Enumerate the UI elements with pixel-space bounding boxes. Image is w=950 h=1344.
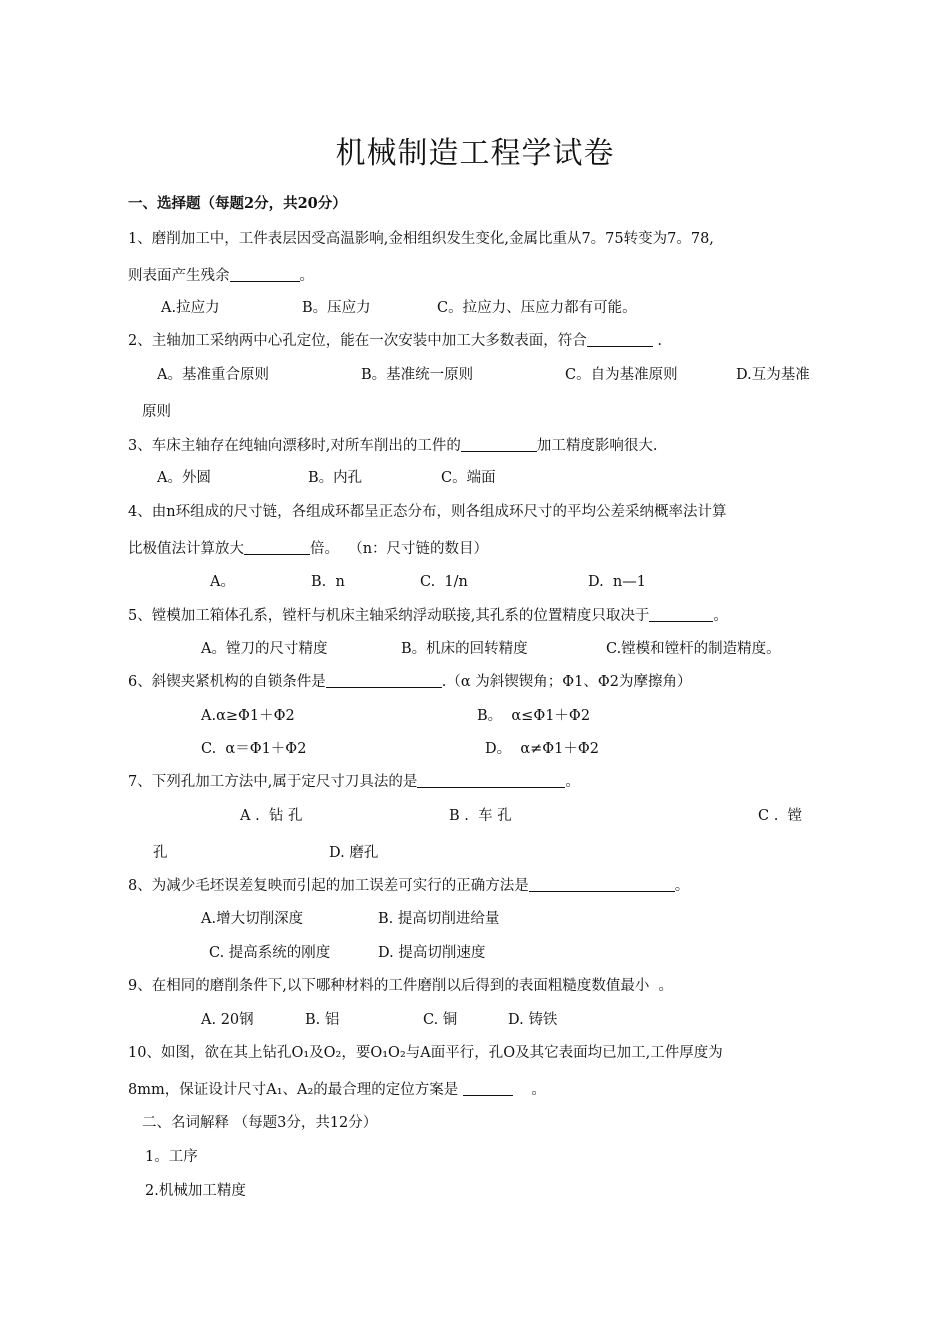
- answer-blank: [230, 267, 300, 282]
- option-7d: D. 磨孔: [329, 845, 379, 861]
- option-4b: B. n: [311, 574, 345, 590]
- option-7b: B . 车 孔: [449, 808, 512, 824]
- option-8a: A.增大切削深度: [201, 911, 304, 927]
- option-1c: C。拉应力、压应力都有可能。: [437, 300, 637, 316]
- option-6d: D。 α≠Φ1＋Φ2: [485, 741, 600, 757]
- option-8d: D. 提高切削速度: [378, 945, 486, 961]
- option-1b: B。压应力: [302, 300, 371, 316]
- section-1-heading: 一、选择题（每题2分，共20分）: [128, 195, 347, 212]
- option-7c: C . 镗: [758, 808, 803, 824]
- question-3-text: 3、车床主轴存在纯轴向漂移时,对所车削出的工件的 加工精度影响很大.: [128, 438, 658, 454]
- option-8b: B. 提高切削进给量: [378, 911, 500, 927]
- question-4-text: 4、由n环组成的尺寸链，各组成环都呈正态分布，则各组成环尺寸的平均公差采纳概率法计算: [128, 504, 727, 520]
- option-2d: D.互为基准: [736, 367, 810, 383]
- option-2a: A。基准重合原则: [157, 367, 269, 383]
- option-3b: B。内孔: [308, 470, 363, 486]
- answer-blank: [417, 773, 565, 788]
- option-6b: B。 α≤Φ1＋Φ2: [477, 708, 591, 724]
- question-4-text-cont: 比极值法计算放大 倍。 （n：尺寸链的数目）: [128, 541, 489, 557]
- option-6c: C. α＝Φ1＋Φ2: [201, 741, 307, 757]
- option-4a: A。: [210, 574, 235, 590]
- option-2d-cont: 原则: [142, 404, 171, 420]
- question-5-text: 5、镗模加工箱体孔系，镗杆与机床主轴采纳浮动联接,其孔系的位置精度只取决于 。: [128, 608, 728, 624]
- question-7-text: 7、下列孔加工方法中,属于定尺寸刀具法的是 。: [128, 774, 580, 790]
- answer-blank: [463, 1081, 513, 1096]
- option-2c: C。自为基准原则: [565, 367, 678, 383]
- option-9d: D. 铸铁: [508, 1012, 558, 1028]
- section-2-heading: 二、名词解释 （每题3分，共12分）: [142, 1115, 378, 1131]
- option-9b: B. 铝: [305, 1012, 340, 1028]
- option-5b: B。机床的回转精度: [401, 641, 528, 657]
- question-10-text: 10、如图，欲在其上钻孔O₁及O₂，要O₁O₂与A面平行，孔O及其它表面均已加工,工件厚度为: [128, 1045, 723, 1061]
- page-title: 机械制造工程学试卷: [335, 136, 615, 171]
- option-9a: A. 20钢: [201, 1012, 254, 1028]
- option-6a: A.α≥Φ1＋Φ2: [201, 708, 295, 724]
- question-9-text: 9、在相同的磨削条件下,以下哪种材料的工件磨削以后得到的表面粗糙度数值最小 。: [128, 978, 674, 994]
- option-3c: C。端面: [441, 470, 496, 486]
- option-5c: C.镗模和镗杆的制造精度。: [606, 641, 781, 657]
- answer-blank: [244, 540, 310, 555]
- option-9c: C. 铜: [423, 1012, 458, 1028]
- term-1: 1。工序: [145, 1149, 198, 1165]
- question-1-text-cont: 则表面产生残余 。: [128, 268, 314, 284]
- option-7c-cont: 孔: [153, 845, 168, 861]
- answer-blank: [326, 673, 442, 688]
- option-8c: C. 提高系统的刚度: [209, 945, 331, 961]
- question-2-text: 2、主轴加工采纳两中心孔定位，能在一次安装中加工大多数表面，符合 .: [128, 333, 662, 349]
- option-5a: A。镗刀的尺寸精度: [201, 641, 328, 657]
- question-8-text: 8、为减少毛坯误差复映而引起的加工误差可实行的正确方法是 。: [128, 878, 690, 894]
- option-4d: D. n—1: [588, 574, 646, 590]
- option-4c: C. 1/n: [420, 574, 468, 590]
- answer-blank: [649, 607, 713, 622]
- term-2: 2.机械加工精度: [145, 1183, 246, 1199]
- question-6-text: 6、斜锲夹紧机构的自锁条件是 .（α 为斜锲锲角；Φ1、Φ2为摩擦角）: [128, 674, 692, 690]
- option-2b: B。基准统一原则: [361, 367, 474, 383]
- option-1a: A.拉应力: [161, 300, 220, 316]
- question-10-text-cont: 8mm，保证设计尺寸A₁、A₂的最合理的定位方案是 。: [128, 1082, 546, 1098]
- option-7a: A . 钻 孔: [240, 808, 303, 824]
- answer-blank: [529, 877, 675, 892]
- answer-blank: [461, 437, 537, 452]
- option-3a: A。外圆: [157, 470, 211, 486]
- answer-blank: [587, 332, 653, 347]
- question-1-text: 1、磨削加工中，工件表层因受高温影响,金相组织发生变化,金属比重从7。75转变为7。78,: [128, 231, 714, 247]
